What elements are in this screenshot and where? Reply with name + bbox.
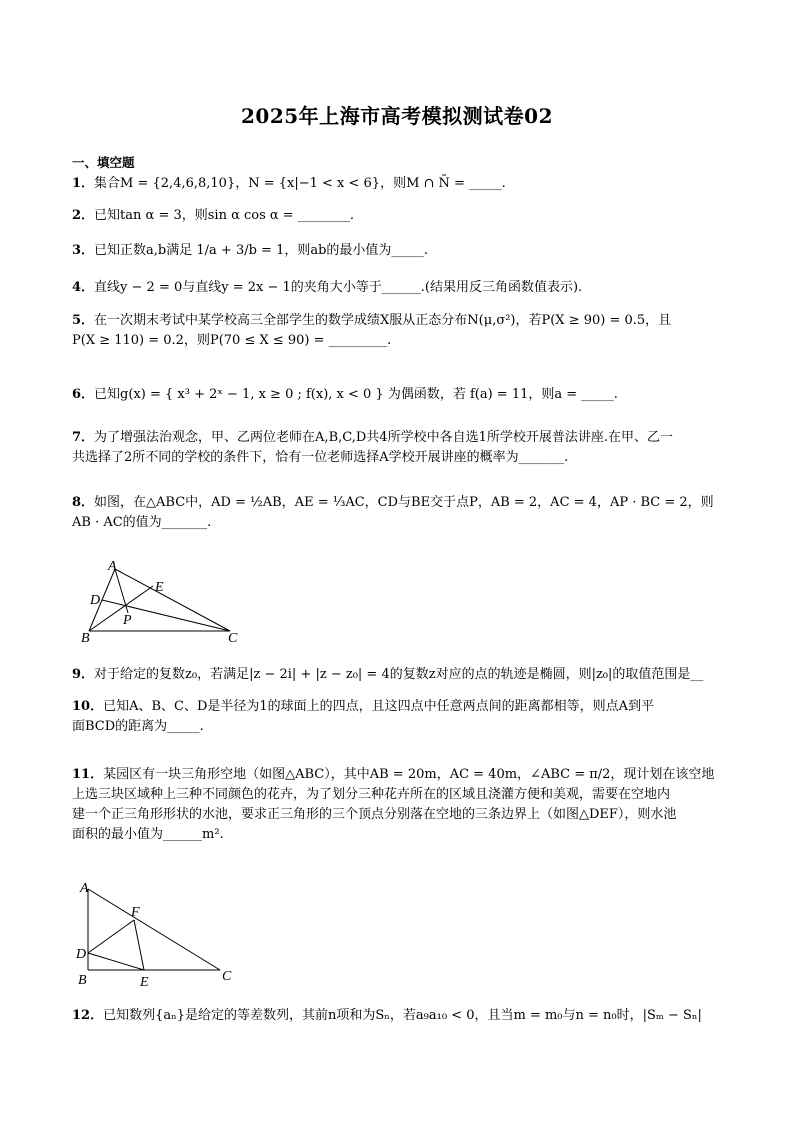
label-B: B	[81, 631, 90, 644]
label-F: F	[131, 905, 140, 920]
label-E: E	[155, 580, 164, 595]
question-3: 3．已知正数a,b满足 1/a + 3/b = 1，则ab的最小值为_____.	[72, 243, 429, 258]
label-C: C	[228, 631, 238, 644]
label-A: A	[108, 559, 117, 574]
label-P: P	[123, 613, 132, 628]
label-E: E	[140, 975, 149, 988]
question-7: 7．为了增强法治观念，甲、乙两位老师在A,B,C,D共4所学校中各自选1所学校开展普法讲座.在甲、乙一 共选择了2所不同的学校的条件下，恰有一位老师选择A学校开展讲座的概率为_______.	[72, 430, 673, 465]
figure-q11	[74, 880, 244, 988]
question-2: 2．已知tan α = 3，则sin α cos α = ________.	[72, 208, 354, 223]
question-12: 12．已知数列{aₙ}是给定的等差数列，其前n项和为Sₙ，若a₉a₁₀ < 0，且当m = m₀与n = n₀时，|Sₘ − Sₙ|	[72, 1008, 702, 1023]
question-9: 9．对于给定的复数z₀，若满足|z − 2i| + |z − z₀| = 4的复数z对应的点的轨迹是椭圆，则|z₀|的取值范围是__	[72, 667, 704, 682]
label-B: B	[78, 973, 87, 988]
question-8: 8．如图，在△ABC中，AD = ½AB，AE = ⅓AC，CD与BE交于点P，AB = 2，AC = 4，AP · BC = 2，则 AB · AC的值为_______.	[72, 495, 714, 530]
question-4: 4．直线y − 2 = 0与直线y = 2x − 1的夹角大小等于______.(结果用反三角函数值表示).	[72, 280, 583, 295]
label-D: D	[76, 947, 87, 962]
figure-q8	[78, 558, 248, 644]
question-5: 5．在一次期末考试中某学校高三全部学生的数学成绩X服从正态分布N(μ,σ²)，若P(X ≥ 90) = 0.5，且 P(X ≥ 110) = 0.2，则P(70 ≤ X ≤ 90) = _________.	[72, 313, 672, 348]
question-6: 6．已知g(x) = { x³ + 2ˣ − 1, x ≥ 0 ; f(x), x < 0 } 为偶函数，若 f(a) = 11，则a = _____.	[72, 387, 618, 402]
question-11: 11．某园区有一块三角形空地（如图△ABC），其中AB = 20m，AC = 40m，∠ABC = π/2，现计划在该空地 上选三块区域种上三种不同颜色的花卉，为了划分三种花卉所在的区域且浇灌方便和美观，需要在空地内 建一个正三角形形状的水池，要求正三角形的三个顶点分别落在空地的三条边界上（如图△DEF），则水池 面积的最小值为______m².	[72, 767, 715, 842]
question-10: 10．已知A、B、C、D是半径为1的球面上的四点，且这四点中任意两点间的距离都相等，则点A到平 面BCD的距离为_____.	[72, 699, 655, 734]
page-title: 2025年上海市高考模拟测试卷02	[241, 104, 553, 128]
section-heading: 一、填空题	[72, 155, 135, 170]
label-D: D	[90, 593, 101, 608]
label-A: A	[80, 881, 89, 896]
question-1: 1．集合M = {2,4,6,8,10}，N = {x|−1 < x < 6}，则M ∩ N̄ = _____.	[72, 176, 506, 191]
label-C: C	[222, 969, 232, 984]
